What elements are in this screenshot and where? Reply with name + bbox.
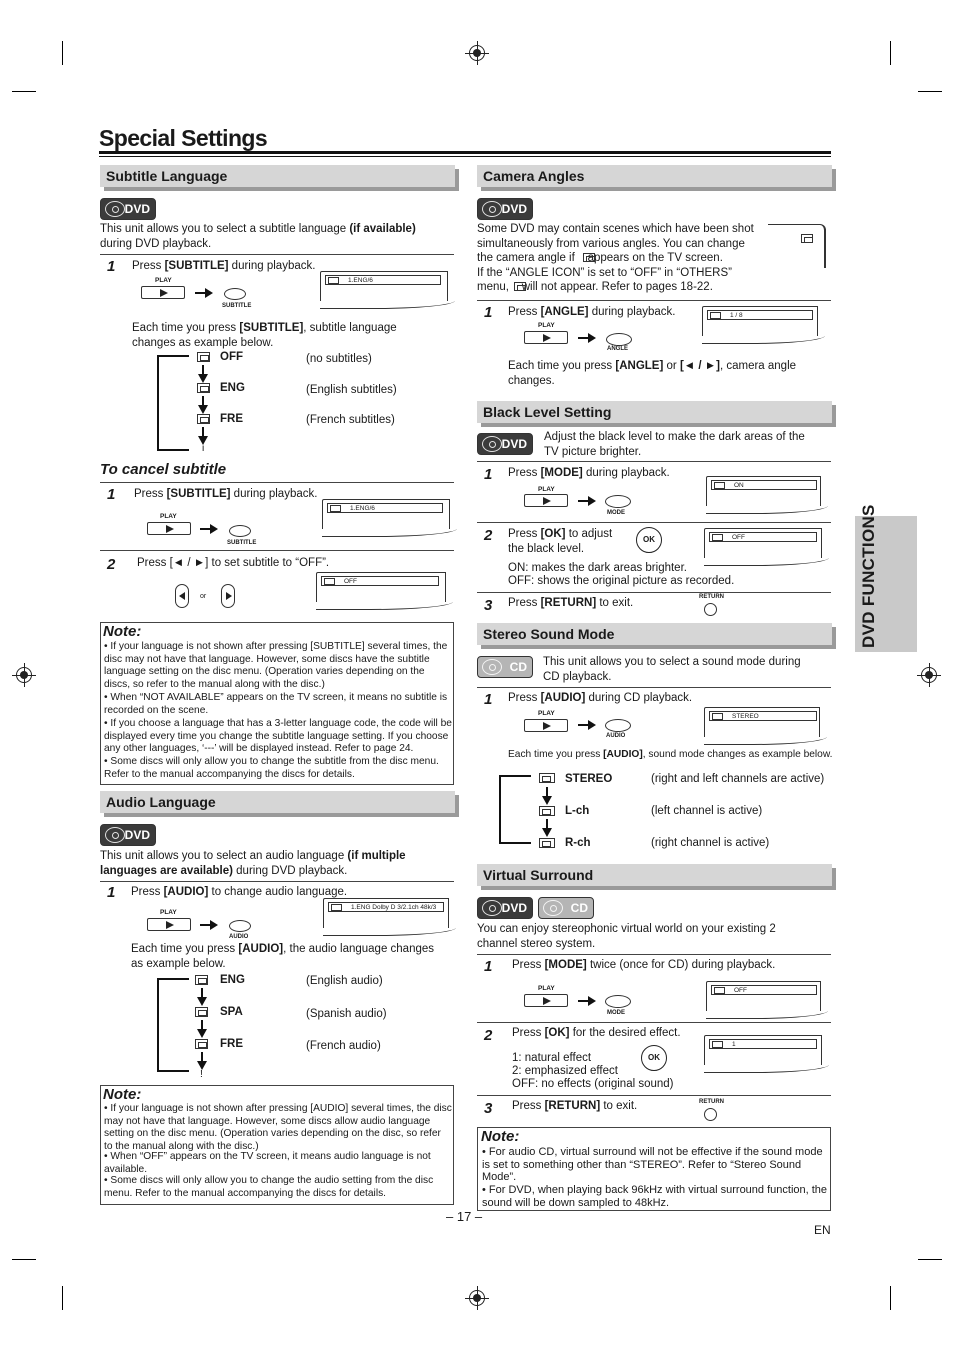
note-item: • If your language is not shown after pressing [SUBTITLE] several times, the disc may not have that language. However, some discs have the subtitle language setting on the disc menu. (Operation varies depending on the discs, so refer to the manual along with the disc.) bbox=[104, 641, 448, 690]
play-button[interactable] bbox=[147, 522, 191, 535]
intro-text: You can enjoy stereophonic virtual world on your existing 2 channel stereo system. bbox=[477, 923, 776, 950]
audio-label: AUDIO bbox=[606, 733, 626, 739]
option-desc: (English subtitles) bbox=[306, 384, 397, 396]
step-text: Press [OK] to adjust the black level. bbox=[508, 528, 613, 555]
cycle-bracket bbox=[157, 355, 189, 451]
arrow-down-icon bbox=[542, 787, 552, 805]
arrow-right-icon bbox=[195, 288, 213, 298]
each-text: Each time you press [AUDIO], sound mode changes as example below. bbox=[508, 749, 833, 760]
arrow-right-icon bbox=[578, 720, 596, 730]
play-label: PLAY bbox=[538, 985, 555, 992]
arrow-down-icon bbox=[197, 1020, 207, 1038]
intro-line: menu, will not appear. Refer to pages 18-22. bbox=[477, 281, 713, 293]
camera-icon bbox=[514, 282, 526, 291]
tv-screen: OFF bbox=[704, 528, 822, 558]
note-item: • When “NOT AVAILABLE” appears on the TV screen, it means no subtitle is recorded on the scene. bbox=[104, 692, 448, 716]
option-desc: (left channel is active) bbox=[651, 805, 763, 817]
mode-label: MODE bbox=[607, 1010, 625, 1016]
step-number: 1 bbox=[484, 304, 493, 321]
subtitle-label: SUBTITLE bbox=[227, 540, 257, 546]
play-button[interactable] bbox=[524, 494, 568, 507]
each-text: Each time you press [AUDIO], the audio language changes as example below. bbox=[131, 943, 435, 970]
intro-line: If the “ANGLE ICON” is set to “OFF” in “OTHERS” bbox=[477, 267, 732, 279]
each-text: Each time you press [SUBTITLE], subtitle language changes as example below. bbox=[132, 322, 397, 349]
effect-line: 2: emphasized effect bbox=[512, 1065, 618, 1077]
divider bbox=[100, 482, 454, 483]
intro-line: the camera angle if appears on the TV screen. bbox=[477, 252, 723, 264]
divider bbox=[477, 687, 831, 688]
intro-text: Adjust the black level to make the dark areas of the TV picture brighter. bbox=[544, 431, 805, 458]
on-description: ON: makes the dark areas brighter. bbox=[508, 562, 687, 574]
dvd-badge: DVD bbox=[100, 824, 156, 846]
divider bbox=[477, 592, 831, 593]
option-desc: (English audio) bbox=[306, 975, 383, 987]
audio-label: AUDIO bbox=[229, 934, 249, 940]
step-text: Press [SUBTITLE] during playback. bbox=[134, 488, 318, 500]
disc-icon bbox=[482, 900, 502, 916]
tv-screen: 1.ENG Dolby D 3/2.1ch 48k/3 bbox=[323, 898, 449, 928]
note-item: • If your language is not shown after pressing [AUDIO] several times, the disc may not have that language. However, some discs allow audio language setting on the disc menu. (Operation varies depending on the disc, so refer to the manual along with the disc.) bbox=[104, 1103, 452, 1152]
return-label: RETURN bbox=[699, 594, 724, 600]
note-item: • For DVD, when playing back 96kHz with virtual surround function, the sound will be down sampled to 48kHz. bbox=[482, 1184, 828, 1209]
note-item: • If you choose a language that has a 3-letter language code, the code will be displayed every time you change the subtitle language setting. If you choose any other languages, ‘---’ will be displayed instead. Refer to page 24. bbox=[104, 718, 452, 755]
option-desc: (no subtitles) bbox=[306, 353, 372, 365]
option-desc: (right channel is active) bbox=[651, 837, 770, 849]
angle-label: ANGLE bbox=[607, 346, 628, 352]
note-item: • Some discs will only allow you to change the audio setting from the disc menu. Refer to the manual accompanying the discs for details. bbox=[104, 1175, 434, 1199]
step-text: Press [MODE] during playback. bbox=[508, 467, 670, 479]
divider bbox=[100, 550, 454, 551]
registration-mark-icon bbox=[469, 45, 485, 61]
language-code: EN bbox=[814, 1223, 831, 1237]
option-code: ENG bbox=[220, 974, 245, 986]
option-code: FRE bbox=[220, 413, 243, 425]
arrow-right-icon bbox=[578, 496, 596, 506]
crop-mark bbox=[12, 91, 36, 92]
or-label: or bbox=[200, 593, 207, 600]
arrow-right-icon bbox=[200, 524, 218, 534]
option-code: ENG bbox=[220, 382, 245, 394]
tv-screen: 1.ENG/6 bbox=[322, 499, 450, 529]
tv-screen: STEREO bbox=[704, 707, 820, 737]
note-item: • For audio CD, virtual surround will not be effective if the sound mode is set to something other than “STEREO”. Refer to “Stereo Sound Mode”. bbox=[482, 1146, 823, 1184]
intro-text: This unit allows you to select an audio language (if multiple languages are available) during DVD playback. bbox=[100, 850, 406, 877]
play-label: PLAY bbox=[538, 486, 555, 493]
play-label: PLAY bbox=[160, 909, 177, 916]
dvd-badge: DVD bbox=[100, 198, 156, 220]
step-text: Press [RETURN] to exit. bbox=[508, 597, 634, 609]
arrow-right-icon bbox=[578, 333, 596, 343]
note-item: • Some discs will only allow you to change the subtitle from the disc menu. Refer to the manual accompanying the discs for details. bbox=[104, 756, 439, 780]
cycle-bracket bbox=[499, 775, 531, 844]
arrow-right-icon bbox=[578, 996, 596, 1006]
step-text: Press [OK] for the desired effect. bbox=[512, 1027, 681, 1039]
mode-button[interactable] bbox=[605, 995, 631, 1008]
play-label: PLAY bbox=[160, 513, 177, 520]
divider bbox=[100, 881, 454, 882]
title-rule bbox=[99, 151, 831, 154]
more-indicator: i bbox=[202, 443, 205, 454]
step-text: Press [MODE] twice (once for CD) during playback. bbox=[512, 959, 776, 971]
play-button[interactable] bbox=[141, 286, 185, 299]
step-number: 3 bbox=[484, 1100, 493, 1117]
step-number: 2 bbox=[484, 1027, 493, 1044]
option-desc: (Spanish audio) bbox=[306, 1008, 387, 1020]
return-button[interactable] bbox=[704, 603, 717, 616]
subtitle-icon bbox=[197, 383, 210, 393]
page-title: Special Settings bbox=[99, 125, 268, 151]
black-level-icon bbox=[714, 482, 725, 489]
registration-mark-icon bbox=[469, 1290, 485, 1306]
dvd-badge: DVD bbox=[477, 897, 533, 919]
play-button[interactable] bbox=[147, 918, 191, 931]
subtitle-icon bbox=[197, 352, 210, 362]
play-button[interactable] bbox=[524, 719, 568, 732]
option-desc: (French audio) bbox=[306, 1040, 381, 1052]
tv-screen: 1 bbox=[704, 1035, 822, 1065]
camera-icon bbox=[801, 234, 813, 243]
play-button[interactable] bbox=[524, 994, 568, 1007]
audio-icon bbox=[539, 806, 555, 816]
registration-mark-icon bbox=[16, 667, 32, 683]
option-code: OFF bbox=[220, 351, 243, 363]
cd-badge: CD bbox=[538, 897, 594, 919]
disc-icon bbox=[482, 659, 502, 675]
intro-line: simultaneously from various angles. You can change bbox=[477, 238, 745, 250]
crop-mark bbox=[890, 1286, 891, 1310]
audio-button[interactable] bbox=[229, 920, 251, 932]
camera-icon bbox=[710, 312, 721, 319]
subheading-cancel-subtitle: To cancel subtitle bbox=[100, 461, 227, 478]
divider bbox=[100, 254, 454, 255]
section-heading-subtitle-language: Subtitle Language bbox=[100, 165, 455, 187]
divider bbox=[477, 522, 831, 523]
crop-mark bbox=[918, 91, 942, 92]
step-text: Press [ANGLE] during playback. bbox=[508, 306, 676, 318]
arrow-down-icon bbox=[198, 365, 208, 383]
audio-icon bbox=[195, 1039, 208, 1049]
right-button[interactable] bbox=[221, 584, 235, 608]
arrow-down-icon bbox=[197, 988, 207, 1006]
divider bbox=[477, 1022, 831, 1023]
intro-line: Some DVD may contain scenes which have been shot bbox=[477, 223, 754, 235]
divider bbox=[477, 954, 831, 955]
disc-icon bbox=[543, 900, 563, 916]
subtitle-button[interactable] bbox=[224, 288, 246, 300]
option-code: SPA bbox=[220, 1006, 243, 1018]
return-button[interactable] bbox=[704, 1108, 717, 1121]
dvd-badge: DVD bbox=[477, 198, 533, 220]
mode-button[interactable] bbox=[605, 495, 631, 508]
crop-mark bbox=[918, 1259, 942, 1260]
crop-mark bbox=[62, 1286, 63, 1310]
step-number: 1 bbox=[107, 486, 116, 503]
play-label: PLAY bbox=[155, 277, 172, 284]
cycle-bracket bbox=[157, 978, 189, 1072]
play-button[interactable] bbox=[524, 331, 568, 344]
side-tab-label: DVD FUNCTIONS bbox=[859, 504, 878, 648]
note-heading: Note: bbox=[103, 623, 142, 640]
camera-icon bbox=[583, 253, 595, 262]
divider bbox=[477, 300, 831, 301]
mode-label: MODE bbox=[607, 510, 625, 516]
off-description: OFF: shows the original picture as recorded. bbox=[508, 575, 735, 587]
option-code: R-ch bbox=[565, 837, 591, 849]
audio-icon bbox=[331, 904, 342, 911]
intro-text: This unit allows you to select a subtitle language (if available) during DVD playback. bbox=[100, 223, 416, 250]
crop-mark bbox=[890, 41, 891, 65]
arrow-right-icon bbox=[200, 920, 218, 930]
left-button[interactable] bbox=[175, 584, 189, 608]
ok-button[interactable]: OK bbox=[641, 1045, 667, 1071]
disc-icon bbox=[105, 827, 125, 843]
subtitle-label: SUBTITLE bbox=[222, 303, 252, 309]
subtitle-icon bbox=[330, 505, 341, 512]
option-code: STEREO bbox=[565, 773, 613, 785]
divider bbox=[477, 461, 831, 462]
option-desc: (French subtitles) bbox=[306, 414, 395, 426]
dvd-badge: DVD bbox=[477, 433, 533, 455]
surround-icon bbox=[712, 1041, 723, 1048]
title-rule bbox=[99, 156, 831, 157]
section-heading-black-level: Black Level Setting bbox=[477, 401, 832, 423]
audio-button[interactable] bbox=[605, 719, 631, 732]
more-indicator: ! bbox=[200, 1069, 203, 1080]
tv-screen: ON bbox=[706, 476, 821, 506]
step-number: 1 bbox=[107, 884, 116, 901]
step-text: Press [AUDIO] during CD playback. bbox=[508, 692, 693, 704]
return-label: RETURN bbox=[699, 1099, 724, 1105]
section-heading-virtual-surround: Virtual Surround bbox=[477, 864, 832, 886]
step-number: 3 bbox=[484, 597, 493, 614]
subtitle-icon bbox=[197, 414, 210, 424]
each-text: Each time you press [ANGLE] or [◄ / ►], camera angle changes. bbox=[508, 360, 797, 387]
step-text: Press [◄ / ►] to set subtitle to “OFF”. bbox=[137, 557, 330, 569]
section-heading-stereo-sound: Stereo Sound Mode bbox=[477, 623, 832, 645]
divider bbox=[477, 1095, 831, 1096]
tv-screen: OFF bbox=[316, 572, 446, 602]
registration-mark-icon bbox=[921, 667, 937, 683]
step-number: 1 bbox=[107, 258, 116, 275]
step-number: 1 bbox=[484, 466, 493, 483]
effect-line: OFF: no effects (original sound) bbox=[512, 1078, 674, 1090]
step-text: Press [SUBTITLE] during playback. bbox=[132, 260, 316, 272]
option-desc: (right and left channels are active) bbox=[651, 773, 825, 785]
cd-badge: CD bbox=[477, 656, 533, 678]
subtitle-icon bbox=[328, 277, 339, 284]
subtitle-button[interactable] bbox=[229, 525, 251, 537]
note-heading: Note: bbox=[481, 1128, 520, 1145]
step-number: 1 bbox=[484, 691, 493, 708]
audio-icon bbox=[539, 773, 555, 783]
ok-button[interactable]: OK bbox=[636, 527, 662, 553]
page-number: – 17 – bbox=[446, 1209, 483, 1224]
disc-icon bbox=[482, 436, 502, 452]
play-label: PLAY bbox=[538, 710, 555, 717]
crop-mark bbox=[12, 1259, 36, 1260]
audio-icon bbox=[539, 838, 555, 848]
disc-icon bbox=[482, 201, 502, 217]
arrow-down-icon bbox=[198, 396, 208, 414]
section-heading-audio-language: Audio Language bbox=[100, 791, 455, 813]
tv-screen: 1.ENG/6 bbox=[320, 271, 448, 301]
step-number: 2 bbox=[484, 527, 493, 544]
tv-screen: OFF bbox=[706, 981, 821, 1011]
audio-icon bbox=[712, 713, 723, 720]
crop-mark bbox=[62, 41, 63, 65]
step-text: Press [AUDIO] to change audio language. bbox=[131, 886, 348, 898]
audio-icon bbox=[195, 975, 208, 985]
step-text: Press [RETURN] to exit. bbox=[512, 1100, 638, 1112]
surround-icon bbox=[714, 987, 725, 994]
play-label: PLAY bbox=[538, 322, 555, 329]
intro-text: This unit allows you to select a sound mode during CD playback. bbox=[543, 656, 801, 683]
option-code: FRE bbox=[220, 1038, 243, 1050]
note-item: • When “OFF” appears on the TV screen, it means audio language is not available. bbox=[104, 1151, 431, 1175]
arrow-down-icon bbox=[542, 819, 552, 837]
option-code: L-ch bbox=[565, 805, 590, 817]
angle-button[interactable] bbox=[606, 333, 632, 346]
section-heading-camera-angles: Camera Angles bbox=[477, 165, 832, 187]
tv-corner bbox=[768, 224, 826, 268]
step-number: 1 bbox=[484, 958, 493, 975]
black-level-icon bbox=[712, 534, 723, 541]
subtitle-icon bbox=[324, 578, 335, 585]
note-heading: Note: bbox=[103, 1086, 142, 1103]
step-number: 2 bbox=[107, 556, 116, 573]
tv-screen: 1 / 8 bbox=[702, 306, 818, 336]
disc-icon bbox=[105, 201, 125, 217]
audio-icon bbox=[195, 1007, 208, 1017]
effect-line: 1: natural effect bbox=[512, 1052, 592, 1064]
